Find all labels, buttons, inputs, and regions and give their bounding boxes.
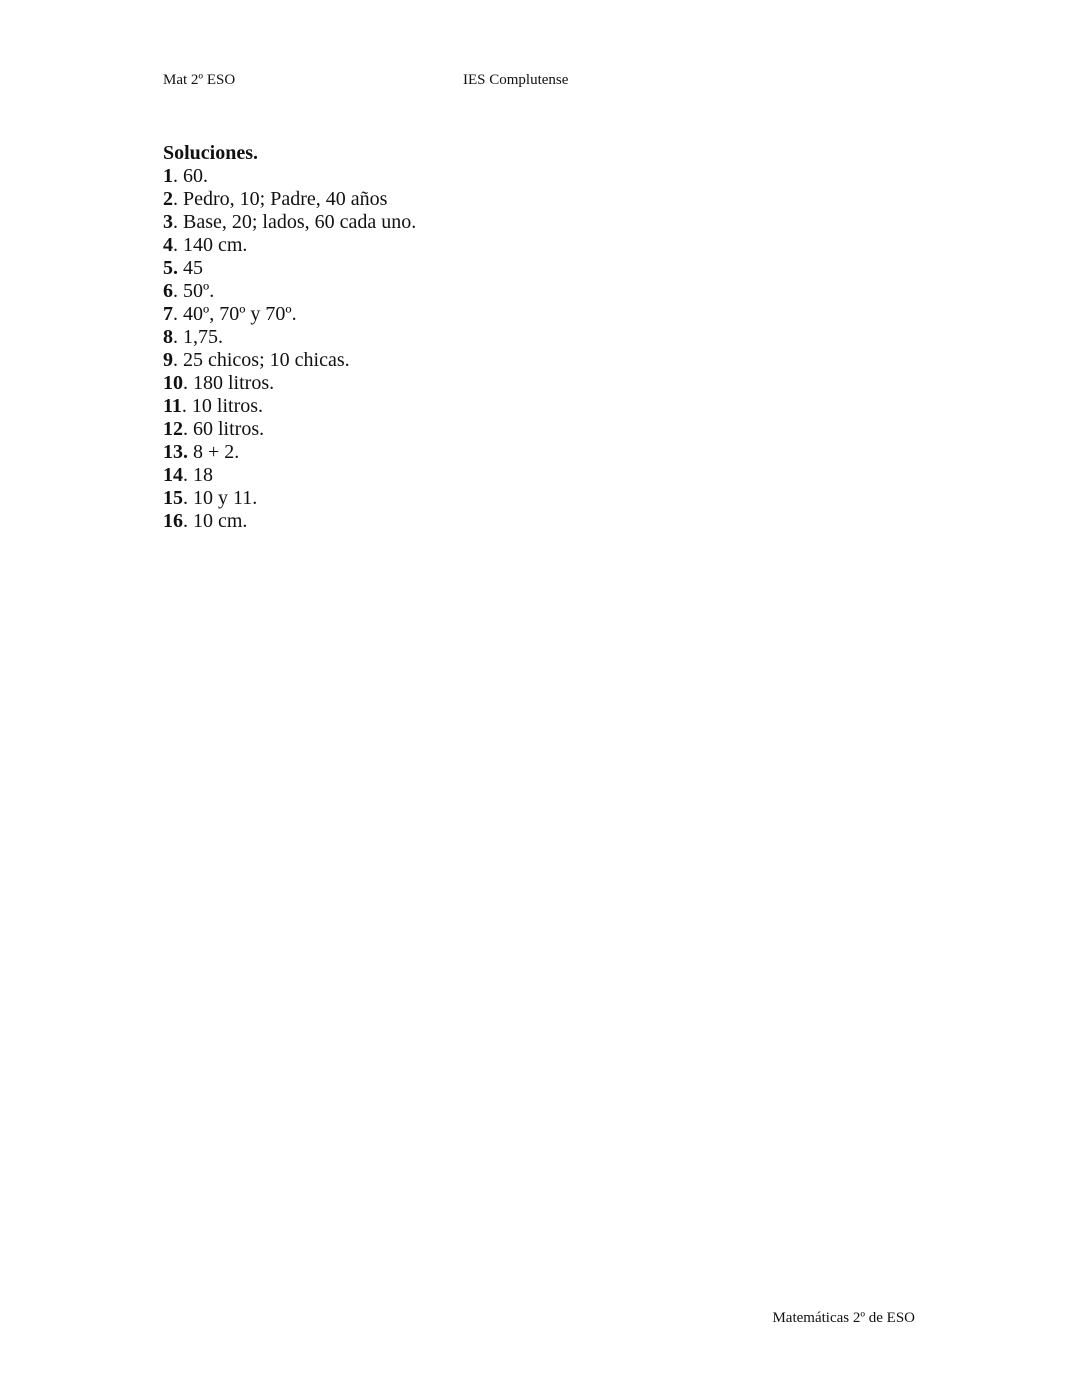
footer-subject: Matemáticas 2º de ESO — [772, 1310, 915, 1326]
solution-text: 10 y 11. — [188, 487, 258, 509]
solution-text: Base, 20; lados, 60 cada uno. — [178, 211, 417, 233]
solution-number: 10 — [163, 372, 183, 394]
solution-item-14 — [163, 464, 863, 487]
solution-number: 1 — [163, 165, 173, 187]
solution-text: 60. — [178, 165, 208, 187]
solution-text: Pedro, 10; Padre, 40 años — [178, 188, 388, 210]
solution-number: 3 — [163, 211, 173, 233]
solution-separator: . — [173, 188, 178, 210]
solution-separator: . — [183, 418, 188, 440]
solution-separator: . — [181, 395, 187, 417]
solution-item-2 — [163, 188, 863, 211]
solution-separator: . — [183, 372, 188, 394]
solution-number: 2 — [163, 188, 173, 210]
solution-number: 6 — [163, 280, 173, 302]
solutions-section — [163, 142, 863, 533]
solution-separator: . — [183, 441, 188, 463]
solution-number: 15 — [163, 487, 183, 509]
solution-text: 140 cm. — [178, 234, 248, 256]
solution-text: 8 + 2. — [188, 441, 240, 463]
solution-item-5 — [163, 257, 863, 280]
solution-text: 10 litros. — [186, 395, 264, 417]
solution-number: 7 — [163, 303, 173, 325]
solution-number: 12 — [163, 418, 183, 440]
solution-text: 10 cm. — [188, 510, 248, 532]
solution-separator: . — [183, 510, 188, 532]
solution-separator: . — [173, 303, 178, 325]
solution-separator: . — [173, 349, 178, 371]
solution-separator: . — [173, 234, 178, 256]
solution-item-15 — [163, 487, 863, 510]
solution-item-9 — [163, 349, 863, 372]
solution-number: 16 — [163, 510, 183, 532]
solution-separator: . — [183, 464, 188, 486]
solution-item-3 — [163, 211, 863, 234]
solution-text: 180 litros. — [188, 372, 275, 394]
solution-separator: . — [183, 487, 188, 509]
solution-item-10 — [163, 372, 863, 395]
solution-number: 9 — [163, 349, 173, 371]
solutions-title: Soluciones. — [163, 142, 259, 164]
header-school: IES Complutense — [463, 72, 569, 88]
solution-item-8 — [163, 326, 863, 349]
solution-separator: . — [173, 326, 178, 348]
solution-separator: . — [173, 165, 178, 187]
solution-number: 5 — [163, 257, 173, 279]
solution-separator: . — [173, 257, 178, 279]
solution-number: 4 — [163, 234, 173, 256]
solution-text: 1,75. — [178, 326, 223, 348]
solution-item-12 — [163, 418, 863, 441]
solution-text: 45 — [178, 257, 203, 279]
solution-item-6 — [163, 280, 863, 303]
solution-number: 8 — [163, 326, 173, 348]
solution-number: 11 — [163, 395, 182, 417]
solution-text: 60 litros. — [188, 418, 265, 440]
solution-item-4 — [163, 234, 863, 257]
solution-number: 13 — [163, 441, 183, 463]
solution-text: 40º, 70º y 70º. — [178, 303, 297, 325]
solution-item-1 — [163, 165, 863, 188]
header-course: Mat 2º ESO — [163, 72, 236, 88]
solution-separator: . — [173, 211, 178, 233]
solution-text: 50º. — [178, 280, 215, 302]
solutions-list — [163, 165, 863, 533]
solution-text: 18 — [188, 464, 213, 486]
solution-item-7 — [163, 303, 863, 326]
solution-item-13 — [163, 441, 863, 464]
solution-item-11 — [163, 395, 863, 418]
solution-text: 25 chicos; 10 chicas. — [178, 349, 350, 371]
solution-item-16 — [163, 510, 863, 533]
solution-number: 14 — [163, 464, 183, 486]
solution-separator: . — [173, 280, 178, 302]
